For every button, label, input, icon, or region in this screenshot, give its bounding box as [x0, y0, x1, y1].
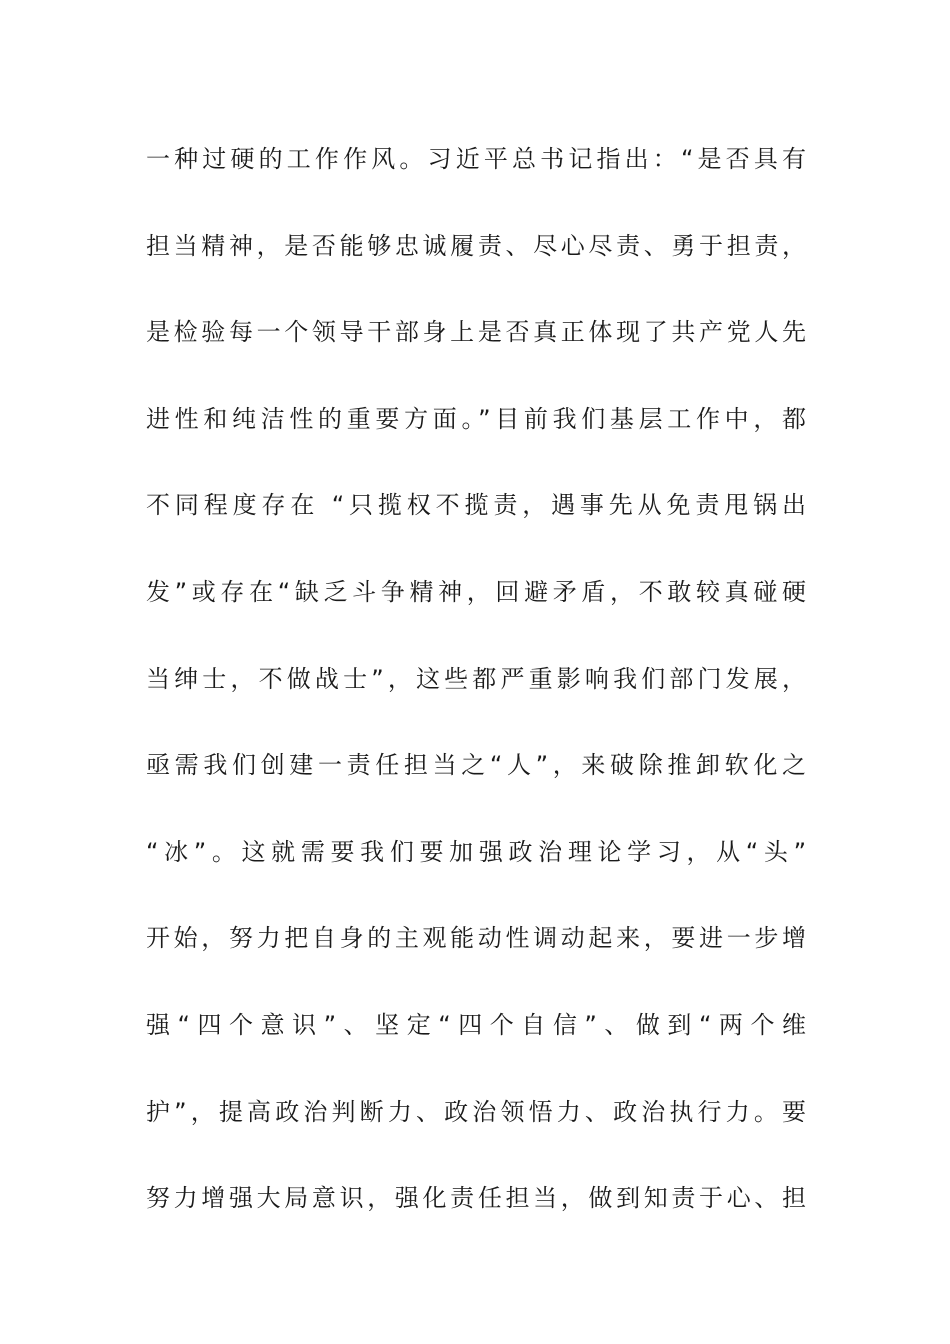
- text-line: 一种过硬的工作作风。习近平总书记指出：“是否具有: [146, 145, 806, 173]
- text-line: 不同程度存在 “只揽权不揽责，遇事先从免责甩锅出: [146, 491, 806, 520]
- text-line: 当绅士，不做战士”，这些都严重影响我们部门发展，: [146, 664, 806, 693]
- text-line: “冰”。这就需要我们要加强政治理论学习，从“头”: [146, 837, 806, 866]
- text-line: 护”，提高政治判断力、政治领悟力、政治执行力。要: [146, 1097, 806, 1126]
- text-line: 强“四个意识”、坚定“四个自信”、做到“两个维: [146, 1010, 806, 1039]
- text-line: 发”或存在“缺乏斗争精神，回避矛盾，不敢较真碰硬: [146, 577, 806, 606]
- text-line: 亟需我们创建一责任担当之“人”，来破除推卸软化之: [146, 751, 806, 780]
- text-line: 进性和纯洁性的重要方面。”目前我们基层工作中，都: [146, 404, 806, 433]
- body-text: [146, 139, 806, 1265]
- text-line: 开始，努力把自身的主观能动性调动起来，要进一步增: [146, 924, 806, 953]
- text-line: 是检验每一个领导干部身上是否真正体现了共产党人先: [146, 318, 806, 347]
- text-line: 努力增强大局意识，强化责任担当，做到知责于心、担: [146, 1184, 806, 1213]
- text-line: 担当精神，是否能够忠诚履责、尽心尽责、勇于担责，: [146, 231, 806, 260]
